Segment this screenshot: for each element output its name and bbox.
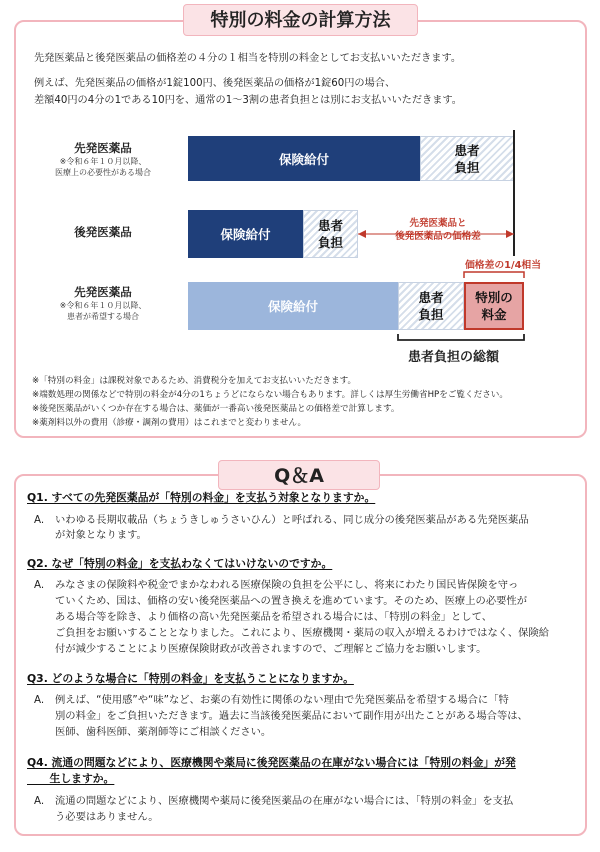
row-sublabel: 患者が希望する場合 xyxy=(67,312,139,321)
answer-1-line: いわゆる長期収載品（ちょうきしゅうさいひん）と呼ばれる、同じ成分の後発医薬品がある先発医薬品 xyxy=(55,514,529,526)
row-sublabel: 医療上の必要性がある場合 xyxy=(55,168,151,177)
answer-2-line: 付が減少することにより医療保険財政が改善されますので、ご理解とご協力をお願いします。 xyxy=(55,643,487,655)
note-4: ※薬剤料以外の費用（診療・調剤の費用）はこれまでと変わりません。 xyxy=(32,418,307,428)
row-sublabel: ※令和６年１０月以降、 xyxy=(59,157,147,166)
qa-section-title: Q＆A xyxy=(218,460,380,490)
answer-3-line: 例えば、“使用感”や“味”など、お薬の有効性に関係のない理由で先発医薬品を希望する場合に「特 xyxy=(55,694,509,706)
insurance-bar: 保険給付 xyxy=(188,210,303,258)
row-label: 先発医薬品 xyxy=(74,141,132,155)
patient-share-text: 患者 xyxy=(418,290,444,305)
total-label: 患者負担の総額 xyxy=(408,350,500,365)
price-gap-label-line: 先発医薬品と xyxy=(409,218,467,229)
note-1: ※「特別の料金」は課税対象であるため、消費税分を加えてお支払いいただきます。 xyxy=(32,376,357,386)
question-3: Q3. どのような場合に「特別の料金」を支払うことになりますか。 xyxy=(27,672,354,685)
patient-share-text: 負担 xyxy=(454,159,480,175)
special-fee-text: 特別の xyxy=(475,290,513,305)
patient-share-text: 負担 xyxy=(317,235,343,250)
answer-2-line: みなさまの保険料や税金でまかなわれる医療保険の負担を公平にし、将来にわたり国民皆保険を守っ xyxy=(55,579,519,591)
answer-4-line: う必要はありません。 xyxy=(55,811,159,823)
intro-line-3: 差額40円の4分の1である10円を、通常の1～3割の患者負担とは別にお支払いいただきます。 xyxy=(34,95,462,106)
arrow-left-icon xyxy=(358,230,366,238)
patient-share-text: 負担 xyxy=(418,307,444,322)
answer-mark: A. xyxy=(34,579,45,591)
answer-mark: A. xyxy=(34,795,45,807)
patient-share-text: 患者 xyxy=(454,142,480,158)
answer-mark: A. xyxy=(34,694,45,706)
special-fee-text: 料金 xyxy=(481,307,507,322)
insurance-bar: 保険給付 xyxy=(188,136,420,181)
calculation-section-title: 特別の料金の計算方法 xyxy=(183,4,418,36)
intro-line-2: 例えば、先発医薬品の価格が1錠100円、後発医薬品の価格が1錠60円の場合、 xyxy=(34,78,396,89)
answer-3-line: 別の料金」をご負担いただきます。過去に当該後発医薬品において副作用が出たことがある場合等は、 xyxy=(55,710,528,722)
total-bracket xyxy=(398,334,524,340)
quarter-label: 価格差の1/4相当 xyxy=(465,260,541,271)
question-1: Q1. すべての先発医薬品が「特別の料金」を支払う対象となりますか。 xyxy=(27,491,376,504)
quarter-bracket xyxy=(464,272,524,278)
answer-2-line: ご負担をお願いすることとなりました。これにより、医療機関・薬局の収入が増えるわけではなく、保険給 xyxy=(55,627,550,639)
question-4: Q4. 流通の問題などにより、医療機関や薬局に後発医薬品の在庫がない場合には「特別の料金」が発 xyxy=(27,756,516,769)
insurance-bar: 保険給付 xyxy=(188,282,398,330)
note-2: ※端数処理の関係などで特別の料金が4分の1ちょうどにならない場合もあります。詳しくは厚生労働省HPをご覧ください。 xyxy=(32,390,508,400)
question-2: Q2. なぜ「特別の料金」を支払わなくてはいけないのですか。 xyxy=(27,557,333,570)
answer-2-line: ある場合等を除き、より価格の高い先発医薬品を希望される場合には、「特別の料金」として、 xyxy=(55,611,492,623)
price-gap-label xyxy=(376,217,500,243)
intro-line-1: 先発医薬品と後発医薬品の価格差の４分の１相当を特別の料金としてお支払いいただきます。 xyxy=(34,53,462,64)
answer-mark: A. xyxy=(34,514,45,526)
price-gap-label-line: 後発医薬品の価格差 xyxy=(395,231,481,242)
answer-4-line: 流通の問題などにより、医療機関や薬局に後発医薬品の在庫がない場合には、「特別の料金」を支払 xyxy=(55,795,514,807)
row-label: 後発医薬品 xyxy=(74,225,132,239)
patient-share-text: 患者 xyxy=(317,218,343,233)
question-4-cont: 生しますか。 xyxy=(27,772,115,785)
answer-3-line: 医師、歯科医師、薬剤師等にご相談ください。 xyxy=(55,726,272,738)
row-label: 先発医薬品 xyxy=(74,285,132,299)
note-3: ※後発医薬品がいくつか存在する場合は、薬価が一番高い後発医薬品との価格差で計算します。 xyxy=(32,404,400,414)
row-sublabel: ※令和６年１０月以降、 xyxy=(59,301,147,310)
arrow-right-icon xyxy=(506,230,514,238)
answer-2-line: ていくため、国は、価格の安い後発医薬品への置き換えを進めています。そのため、医療上の必要性が xyxy=(55,595,528,607)
answer-1-line: が対象となります。 xyxy=(55,529,147,541)
